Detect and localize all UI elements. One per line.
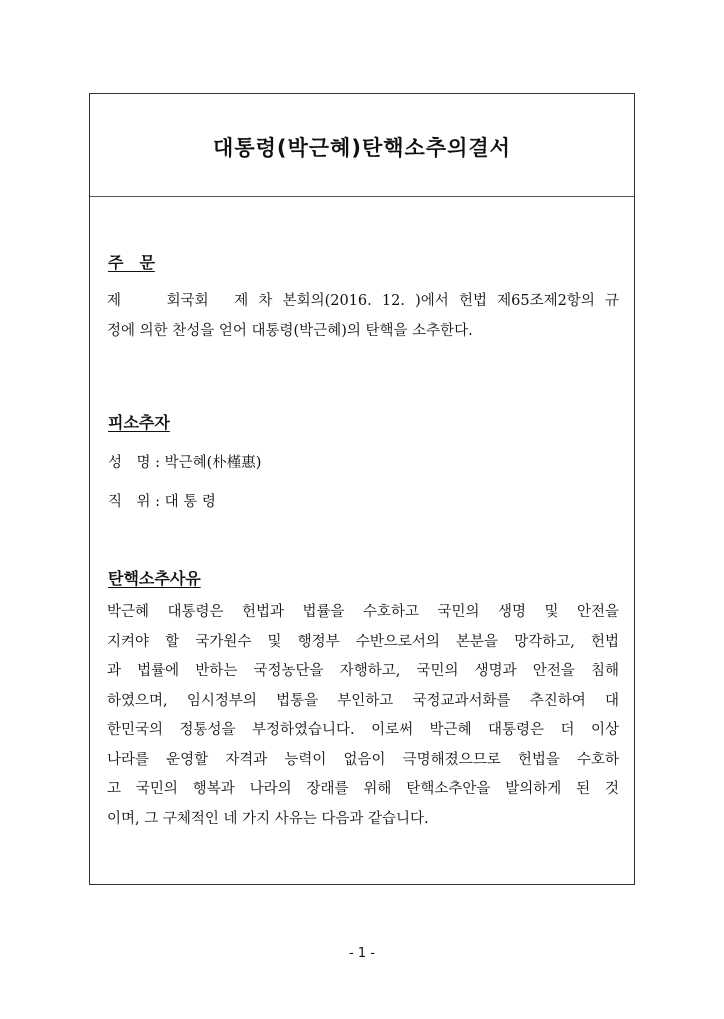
document-frame — [89, 93, 635, 885]
grounds-line: 나라를 운영할 자격과 능력이 없음이 극명해졌으므로 헌법을 수호하 — [107, 751, 619, 768]
respondent-position: 직 위 : 대 통 령 — [108, 494, 216, 510]
grounds-paragraph — [107, 598, 619, 834]
grounds-line: 이며, 그 구체적인 네 가지 사유는 다음과 같습니다. — [107, 810, 429, 827]
grounds-heading: 탄핵소추사유 — [108, 569, 201, 588]
grounds-line: 과 법률에 반하는 국정농단을 자행하고, 국민의 생명과 안전을 침해 — [107, 663, 619, 679]
page-number: - 1 - — [349, 946, 375, 961]
title-box — [90, 94, 634, 197]
grounds-line: 고 국민의 행복과 나라의 장래를 위해 탄핵소추안을 발의하게 된 것 — [107, 781, 619, 797]
grounds-line: 한민국의 정통성을 부정하였습니다. 이로써 박근혜 대통령은 더 이상 — [107, 722, 619, 738]
order-heading: 주 문 — [108, 253, 155, 272]
respondent-heading: 피소추자 — [108, 413, 170, 432]
respondent-name: 성 명 : 박근혜(朴槿惠) — [108, 455, 262, 471]
order-line: 정에 의한 찬성을 얻어 대통령(박근혜)의 탄핵을 소추한다. — [107, 322, 473, 339]
grounds-line: 하였으며, 임시정부의 법통을 부인하고 국정교과서화를 추진하여 대 — [107, 692, 619, 709]
grounds-line: 박근혜 대통령은 헌법과 법률을 수호하고 국민의 생명 및 안전을 — [107, 604, 619, 620]
order-line: 제 회국회 제 차 본회의(2016. 12. )에서 헌법 제65조제2항의 규 — [107, 293, 619, 309]
order-paragraph — [107, 287, 619, 346]
document-title: 대통령(박근혜)탄핵소추의결서 — [213, 136, 511, 160]
grounds-line: 지켜야 할 국가원수 및 행정부 수반으로서의 본분을 망각하고, 헌법 — [107, 633, 619, 650]
